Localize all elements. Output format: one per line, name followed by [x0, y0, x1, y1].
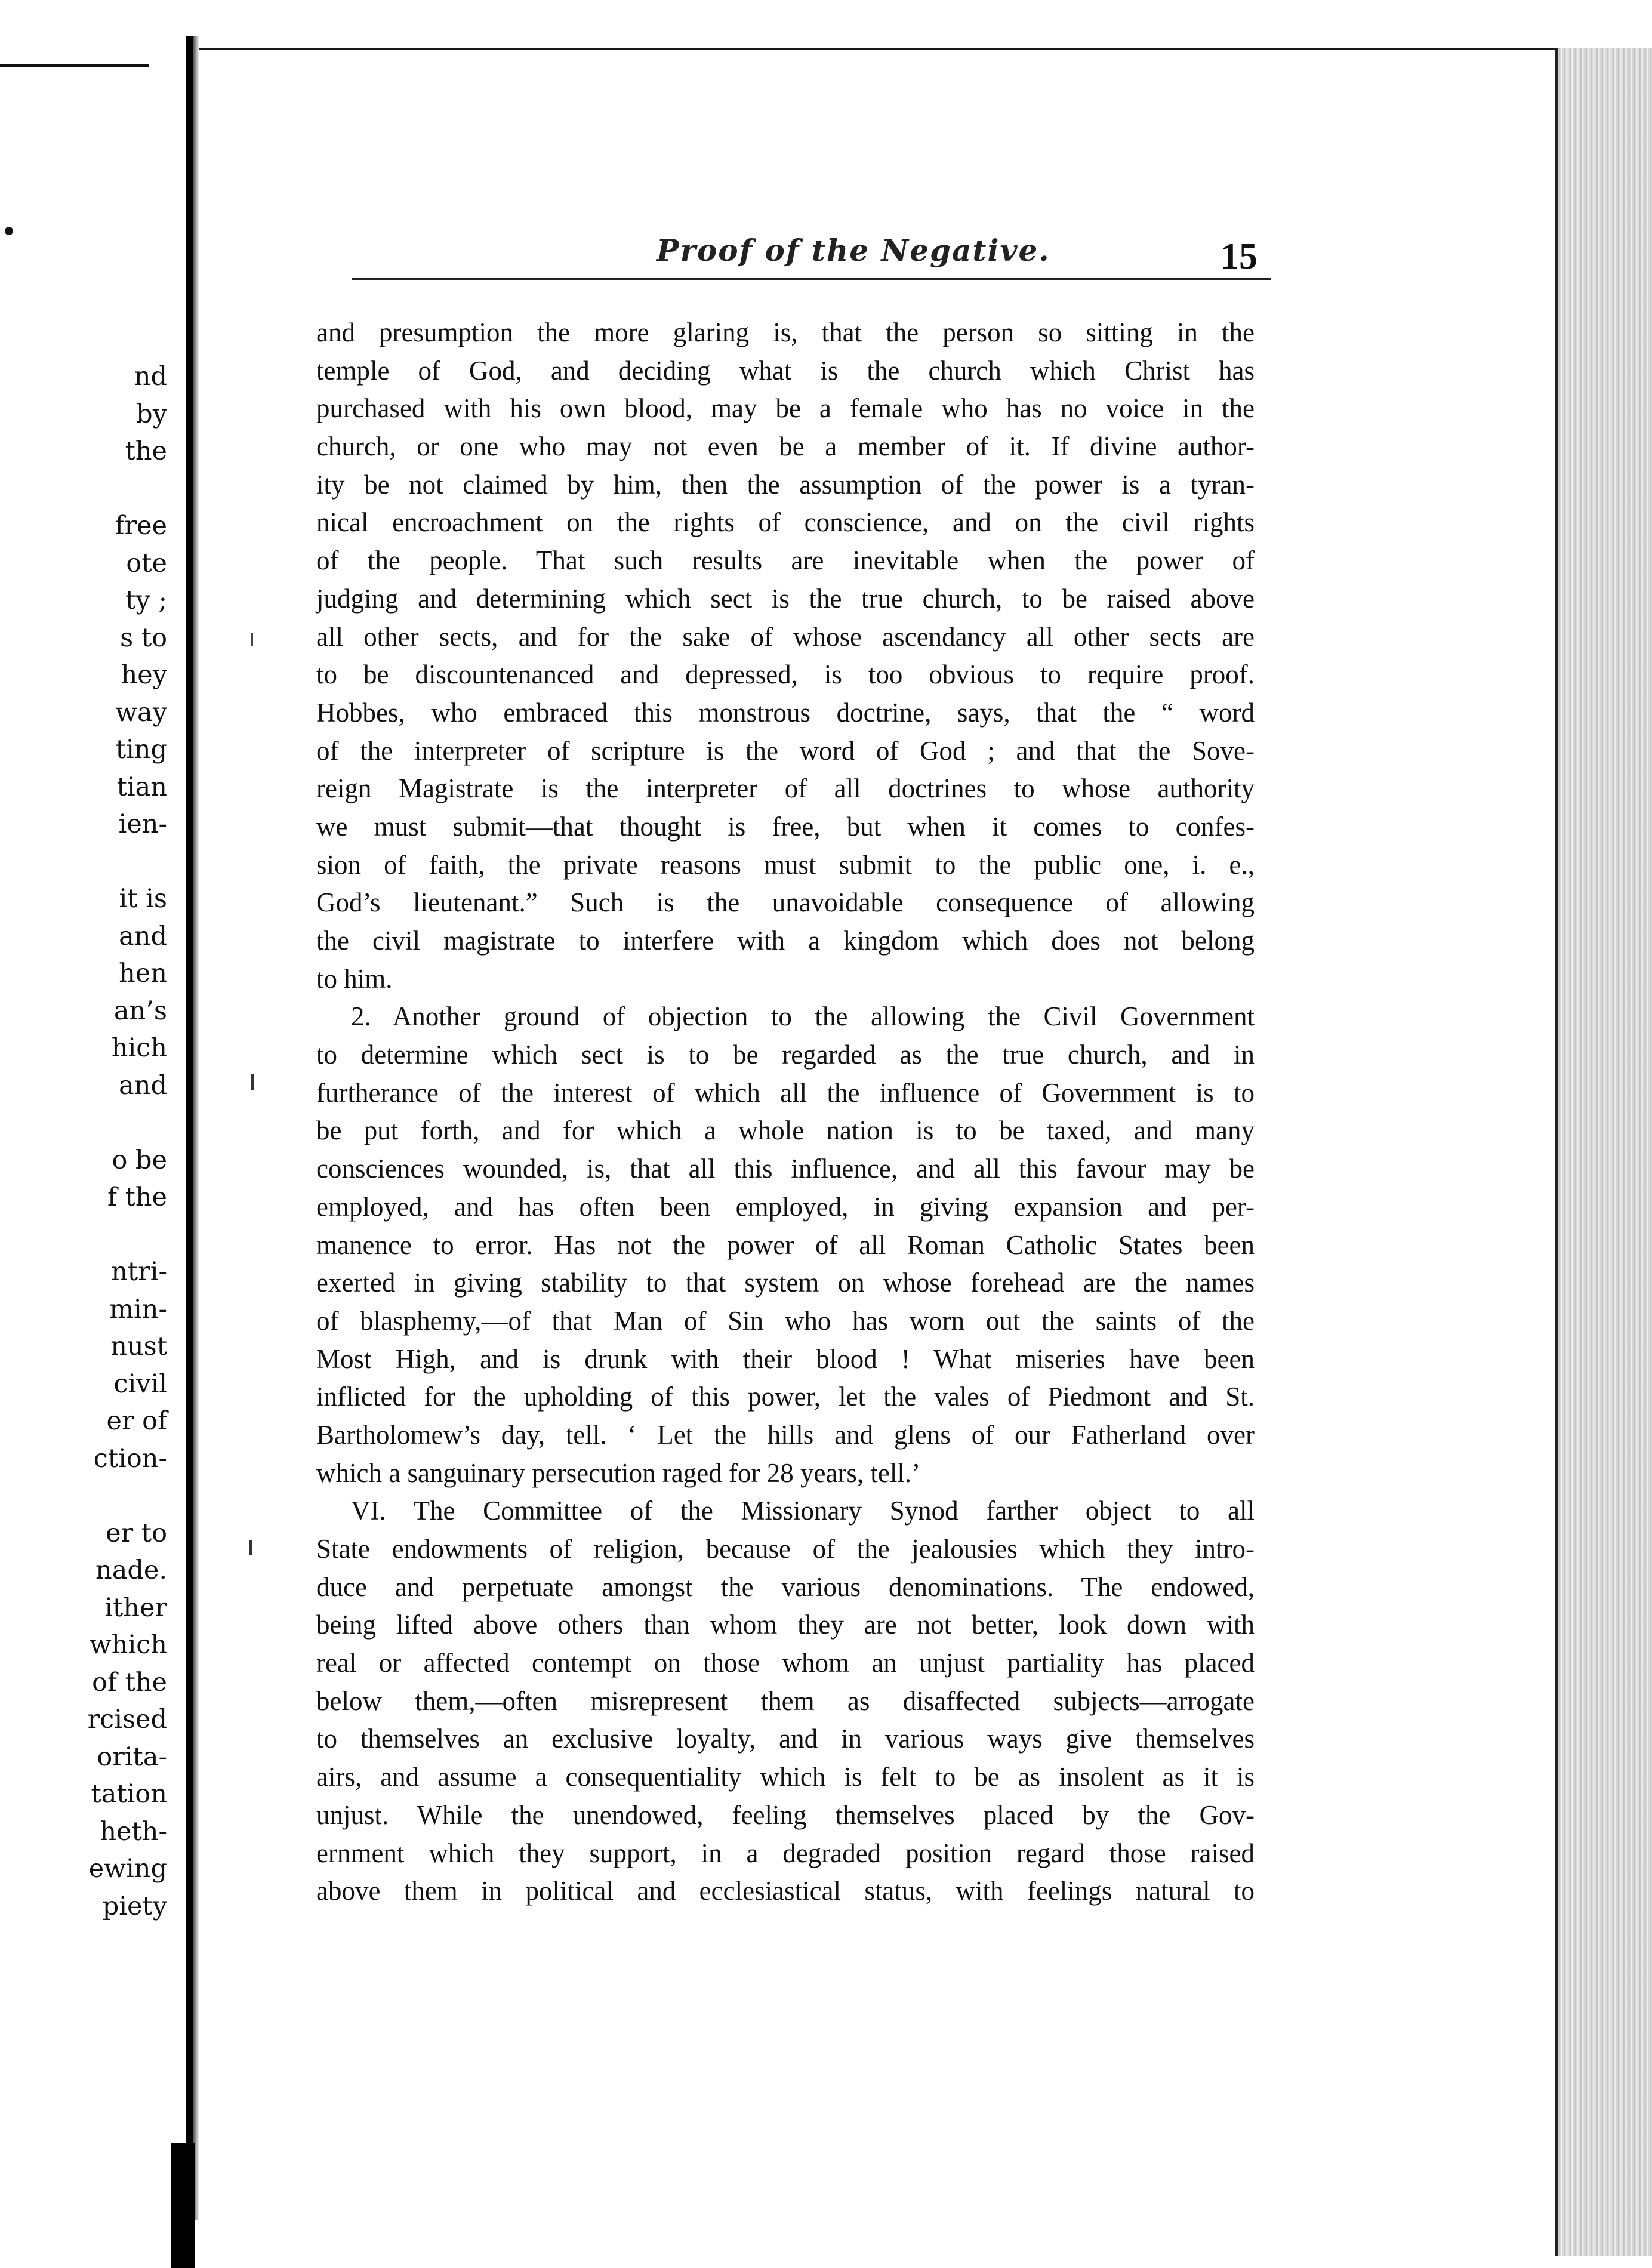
text-line: unjust. While the unendowed, feeling themselves placed by the Gov-: [316, 1799, 1255, 1830]
left-page-text-fragments: [0, 358, 179, 1925]
text-line: of blasphemy,—of that Man of Sin who has worn out the saints of the: [316, 1305, 1255, 1336]
left-fragment: ty ;: [125, 586, 167, 615]
left-page-edge: [186, 36, 193, 2220]
text-line: the civil magistrate to interfere with a kingdom which does not belong: [316, 926, 1255, 956]
text-line: Most High, and is drunk with their blood ! What miseries have been: [316, 1343, 1255, 1374]
text-line: State endowments of religion, because of the jealousies which they intro-: [316, 1534, 1255, 1564]
running-header: Proof of the Negative.: [657, 233, 1050, 268]
text-line: sion of faith, the private reasons must submit to the public one, i. e.,: [316, 849, 1255, 880]
header-rule: [352, 278, 1271, 280]
page-number: 15: [1220, 236, 1258, 277]
left-fragment: er to: [106, 1518, 167, 1548]
left-fragment: which: [89, 1630, 167, 1660]
text-line: Bartholomew’s day, tell. ‘ Let the hills and glens of our Fatherland over: [316, 1419, 1255, 1450]
text-line: exerted in giving stability to that system on whose forehead are the names: [316, 1268, 1255, 1298]
left-fragment: heth-: [100, 1816, 167, 1847]
text-line: of the people. That such results are inevitable when the power of: [316, 546, 1255, 576]
left-fragment: hey: [121, 660, 167, 690]
left-fragment: ote: [126, 548, 167, 578]
text-line: below them,—often misrepresent them as disaffected subjects—arrogate: [316, 1685, 1255, 1716]
left-header-rule: [0, 64, 149, 67]
text-line: of the interpreter of scripture is the word of God ; and that the Sove-: [316, 735, 1255, 766]
left-fragment: hen: [119, 959, 167, 988]
left-fragment: it is: [119, 884, 167, 914]
left-fragment: way: [115, 697, 167, 728]
left-fragment: ting: [115, 735, 167, 765]
text-line: real or affected contempt on those whom an unjust partiality has placed: [316, 1648, 1255, 1678]
text-line: above them in political and ecclesiastical status, with feelings natural to: [316, 1876, 1255, 1906]
left-fragment: by: [136, 399, 167, 429]
text-line: temple of God, and deciding what is the church which Christ has: [316, 355, 1255, 386]
left-fragment: nust: [110, 1332, 167, 1361]
left-fragment: nd: [134, 362, 167, 392]
left-page-mark: [5, 227, 13, 235]
text-line: ernment which they support, in a degraded position regard those raised: [316, 1838, 1255, 1868]
text-line: consciences wounded, is, that all this influence, and all this favour may be: [316, 1154, 1255, 1184]
scan-speck: [251, 633, 253, 646]
left-fragment: and: [119, 921, 167, 951]
text-line: which a sanguinary persecution raged for 28 years, tell.’: [316, 1457, 921, 1488]
left-fragment: ction-: [93, 1443, 167, 1474]
left-fragment: er of: [106, 1406, 167, 1436]
left-facing-page: [0, 36, 179, 2161]
paragraph-start-line: VI. The Committee of the Missionary Synod farther object to all: [351, 1496, 1255, 1526]
binding-fold: [171, 2143, 195, 2268]
left-fragment: tian: [116, 772, 167, 802]
left-fragment: hich: [111, 1033, 167, 1063]
paragraph-start-line: 2. Another ground of objection to the allowing the Civil Government: [351, 1002, 1255, 1032]
text-line: employed, and has often been employed, in giving expansion and per-: [316, 1191, 1255, 1222]
left-fragment: of the: [92, 1667, 167, 1697]
left-fragment: o be: [112, 1145, 167, 1175]
text-line: to determine which sect is to be regarded as the true church, and in: [316, 1040, 1255, 1070]
text-line: Hobbes, who embraced this monstrous doctrine, says, that the “ word: [316, 697, 1255, 728]
left-fragment: ewing: [88, 1854, 167, 1884]
text-line: being lifted above others than whom they are not better, look down with: [316, 1610, 1255, 1640]
left-fragment: rcised: [87, 1705, 167, 1734]
left-fragment: [0, 1477, 179, 1515]
text-line: judging and determining which sect is the true church, to be raised above: [316, 583, 1255, 614]
left-fragment: piety: [102, 1891, 167, 1921]
text-line: and presumption the more glaring is, that the person so sitting in the: [316, 318, 1255, 347]
text-line: furtherance of the interest of which all the influence of Government is to: [316, 1077, 1255, 1108]
left-fragment: f the: [107, 1182, 167, 1212]
left-fragment: ntri-: [111, 1257, 167, 1287]
text-line: manence to error. Has not the power of all Roman Catholic States been: [316, 1229, 1255, 1260]
left-fragment: [0, 1104, 179, 1142]
left-fragment: the: [125, 436, 167, 466]
left-fragment: s to: [120, 623, 167, 653]
left-fragment: [0, 1216, 179, 1254]
text-line: to themselves an exclusive loyalty, and in various ways give themselves: [316, 1724, 1255, 1754]
text-line: airs, and assume a consequentiality which is felt to be as insolent as it is: [316, 1762, 1255, 1792]
binding-gutter: [193, 36, 199, 2220]
page-stack: [1558, 48, 1652, 2256]
text-line: all other sects, and for the sake of whose ascendancy all other sects are: [316, 621, 1255, 652]
text-line: to him.: [316, 963, 393, 994]
body-text: [316, 314, 1255, 1910]
scan-speck: [249, 1540, 252, 1555]
text-line: to be discountenanced and depressed, is too obvious to require proof.: [316, 660, 1255, 690]
left-fragment: and: [119, 1070, 167, 1101]
left-fragment: nade.: [95, 1555, 167, 1585]
text-line: we must submit—that thought is free, but when it comes to confes-: [316, 811, 1255, 842]
left-fragment: ither: [104, 1592, 167, 1623]
scan-speck: [251, 1074, 254, 1090]
left-fragment: [0, 470, 179, 508]
text-line: reign Magistrate is the interpreter of all doctrines to whose authority: [316, 774, 1255, 804]
left-fragment: [0, 843, 179, 881]
text-line: inflicted for the upholding of this power, let the vales of Piedmont and St.: [316, 1382, 1255, 1412]
left-fragment: tation: [91, 1779, 167, 1809]
text-line: duce and perpetuate amongst the various denominations. The endowed,: [316, 1571, 1255, 1602]
text-line: ity be not claimed by him, then the assumption of the power is a tyran-: [316, 469, 1255, 500]
left-fragment: orita-: [97, 1742, 167, 1772]
left-fragment: an’s: [113, 996, 167, 1026]
left-fragment: ien-: [118, 809, 167, 839]
text-line: God’s lieutenant.” Such is the unavoidable consequence of allowing: [316, 888, 1255, 918]
left-fragment: min-: [109, 1294, 167, 1324]
text-line: be put forth, and for which a whole nation is to be taxed, and many: [316, 1115, 1255, 1146]
text-line: purchased with his own blood, may be a female who has no voice in the: [316, 393, 1255, 424]
left-fragment: free: [115, 511, 167, 541]
text-line: nical encroachment on the rights of conscience, and on the civil rights: [316, 507, 1255, 538]
text-line: church, or one who may not even be a member of it. If divine author-: [316, 432, 1255, 462]
left-fragment: civil: [113, 1369, 167, 1399]
